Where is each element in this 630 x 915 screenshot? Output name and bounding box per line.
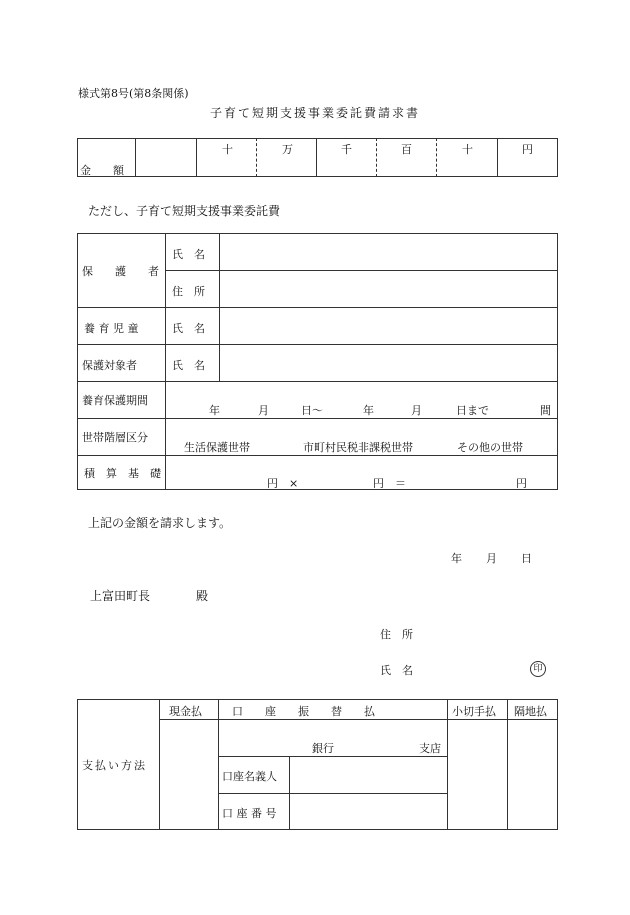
seal-mark-icon: 印	[530, 661, 546, 677]
calc-label: 積 算 基 礎	[84, 467, 161, 480]
child-label: 養 育 児 童	[84, 322, 139, 335]
form-number: 様式第8号(第8条関係)	[78, 87, 189, 100]
request-statement: 上記の金額を請求します。	[88, 516, 232, 530]
digit-man: 万	[282, 143, 293, 156]
digit-sen: 千	[341, 143, 352, 156]
period-year-end: 年	[363, 404, 374, 417]
payment-remote: 隔地払	[514, 705, 547, 718]
period-month-end: 月	[411, 404, 422, 417]
page-title: 子育て短期支援事業委託費請求書	[210, 106, 421, 120]
addressee-name: 上富田町長	[90, 589, 151, 603]
amount-label: 金 額	[80, 164, 124, 177]
period-year-start: 年	[209, 404, 220, 417]
payment-transfer: 口 座 振 替 払	[232, 705, 375, 718]
bank-label: 銀行	[312, 742, 334, 755]
account-holder-label: 口座名義人	[222, 770, 277, 783]
digit-juu: 十	[462, 143, 473, 156]
guardian-address-label: 住 所	[172, 285, 205, 298]
addressee-honorific: 殿	[196, 589, 209, 603]
household-tax-exempt: 市町村民税非課税世帯	[303, 441, 413, 454]
payment-method-label: 支払い方法	[82, 759, 147, 772]
applicant-address-label: 住 所	[380, 628, 413, 641]
guardian-label: 保 護 者	[82, 265, 159, 278]
date-year: 年	[451, 552, 462, 565]
household-other: その他の世帯	[457, 441, 523, 454]
period-day-end: 日まで	[456, 404, 489, 417]
calc-yen-total: 円	[516, 477, 527, 490]
digit-hyaku: 百	[401, 143, 412, 156]
period-duration: 間	[540, 404, 551, 417]
payment-cash: 現金払	[169, 705, 202, 718]
subject-name-label: 氏 名	[172, 359, 205, 372]
period-month-start: 月	[258, 404, 269, 417]
branch-label: 支店	[419, 742, 441, 755]
period-day-start: 日～	[301, 404, 323, 417]
guardian-name-label: 氏 名	[172, 248, 205, 261]
household-label: 世帯階層区分	[82, 431, 148, 444]
date-day: 日	[521, 552, 532, 565]
date-month: 月	[486, 552, 497, 565]
digit-yen: 円	[522, 143, 533, 156]
subject-label: 保護対象者	[82, 359, 137, 372]
account-number-label: 口 座 番 号	[222, 807, 277, 820]
digit-ten-thousand-upper: 十	[222, 143, 233, 156]
proviso-text: ただし、子育て短期支援事業委託費	[88, 204, 281, 218]
household-welfare: 生活保護世帯	[184, 441, 250, 454]
applicant-name-label: 氏 名	[380, 664, 413, 677]
payment-check: 小切手払	[452, 705, 496, 718]
period-label: 養育保護期間	[82, 394, 148, 407]
child-name-label: 氏 名	[172, 322, 205, 335]
calc-yen-equals: 円 ＝	[373, 477, 406, 490]
calc-yen-times: 円 ×	[267, 477, 299, 490]
